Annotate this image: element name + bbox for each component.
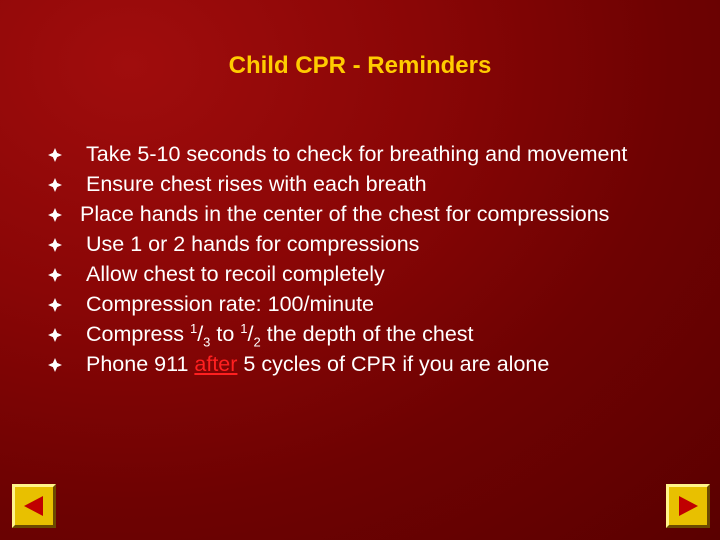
- fraction-numerator: 1: [240, 320, 248, 336]
- bullet-item: [48, 173, 708, 197]
- diamond-bullet-icon: [48, 358, 62, 372]
- bullet-text: Ensure chest rises with each breath: [86, 172, 427, 196]
- bullet-item: [48, 233, 708, 257]
- diamond-bullet-icon: [48, 178, 62, 192]
- bullet-text: Take 5-10 seconds to check for breathing and movement: [86, 142, 628, 166]
- diamond-bullet-icon: [48, 148, 62, 162]
- bullet-text-pre: Compress: [86, 322, 190, 346]
- bullet-text: [48, 353, 708, 377]
- bullet-text-pre: Phone 911: [86, 352, 195, 376]
- bullet-list: [48, 143, 708, 383]
- next-slide-button[interactable]: [666, 484, 710, 528]
- bullet-item: [48, 263, 708, 287]
- slide-title: Child CPR - Reminders: [228, 52, 492, 79]
- triangle-left-icon: [21, 493, 47, 519]
- bullet-text: Use 1 or 2 hands for compressions: [86, 232, 420, 256]
- bullet-text-post: 5 cycles of CPR if you are alone: [237, 352, 550, 376]
- bullet-text: Compression rate: 100/minute: [86, 292, 375, 316]
- diamond-bullet-icon: [48, 328, 62, 342]
- bullet-item: [48, 293, 708, 317]
- bullet-item: [48, 203, 708, 227]
- fraction-denominator: 2: [253, 334, 261, 350]
- emphasis-link[interactable]: after: [194, 352, 238, 376]
- fraction-denominator: 3: [203, 334, 211, 350]
- bullet-text: Place hands in the center of the chest for compressions: [80, 202, 610, 226]
- triangle-right-icon: [675, 493, 701, 519]
- bullet-text-post: the depth of the chest: [260, 322, 474, 346]
- previous-slide-button[interactable]: [12, 484, 56, 528]
- diamond-bullet-icon: [48, 238, 62, 252]
- bullet-item: [48, 353, 708, 377]
- bullet-text: Allow chest to recoil completely: [86, 262, 385, 286]
- bullet-item: [48, 320, 708, 350]
- diamond-bullet-icon: [48, 208, 62, 222]
- bullet-item: [48, 143, 708, 167]
- diamond-bullet-icon: [48, 268, 62, 282]
- fraction-numerator: 1: [189, 320, 198, 336]
- bullet-text: Compress $^1/_3$ to $^1/_2$ the depth of the chest: [86, 320, 474, 350]
- diamond-bullet-icon: [48, 298, 62, 312]
- bullet-text-mid: to: [210, 322, 241, 346]
